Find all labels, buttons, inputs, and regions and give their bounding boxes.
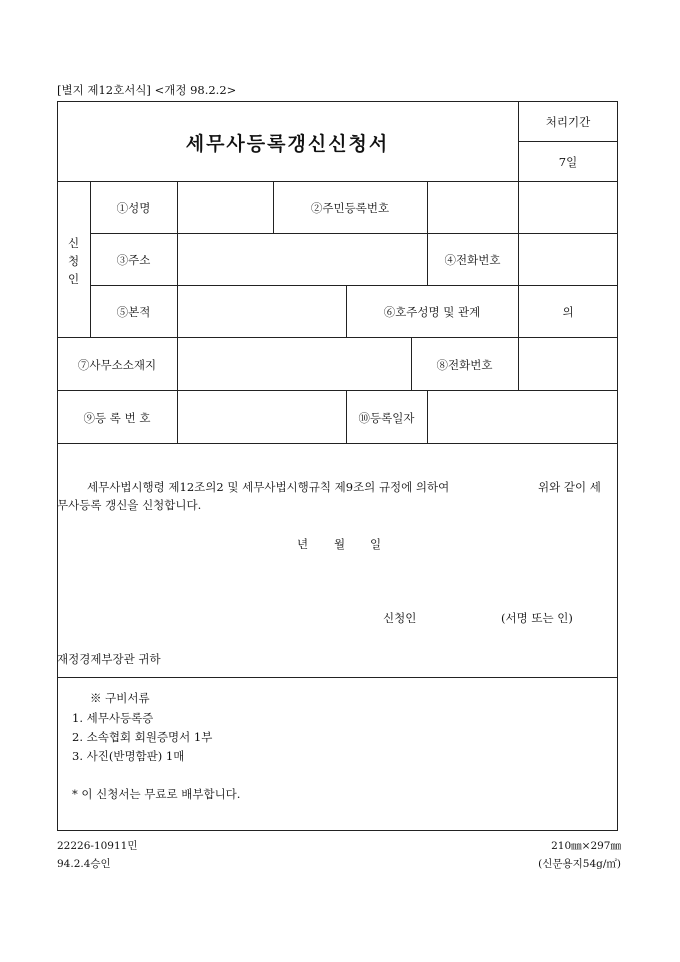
name-field[interactable] [178,182,272,232]
form-title: 세무사등록갱신신청서 [185,133,390,155]
documents-heading: ※ 구비서류 [90,691,150,705]
date-day: 일 [370,537,382,551]
office-phone-field[interactable] [519,338,617,389]
applicant-side-label-1: 신 [67,236,80,250]
applicant-phone-field[interactable] [519,234,617,284]
form-header-note: [별지 제12호서식] <개정 98.2.2> [57,83,237,97]
registration-date-field[interactable] [428,391,617,442]
registration-date-label: ⑩등록일자 [358,411,415,425]
signature-note: (서명 또는 인) [501,611,573,625]
document-item-2: 2. 소속협회 회원증명서 1부 [72,730,213,744]
origin-label: ⑤본적 [116,305,151,319]
registration-number-label: ⑨등 록 번 호 [83,411,151,425]
office-phone-label: ⑧전화번호 [436,358,493,372]
address-field[interactable] [178,234,426,284]
date-year: 년 [297,537,309,551]
applicant-side-label-2: 청 [67,254,80,268]
processing-period-value: 7일 [558,155,578,169]
footer-approval: 94.2.4승인 [57,858,111,870]
declaration-line-1-end: 위와 같이 세 [538,480,601,494]
applicant-phone-label: ④전화번호 [444,253,501,267]
office-address-label: ⑦사무소소재지 [77,358,157,372]
name-label: ①성명 [116,201,151,215]
declaration-line-1: 세무사법시행령 제12조의2 및 세무사법시행규칙 제9조의 규정에 의하여 [87,480,450,494]
address-label: ③주소 [116,253,151,267]
free-distribution-note: * 이 신청서는 무료로 배부합니다. [72,787,241,801]
resident-number-field[interactable] [428,182,617,232]
registration-number-field[interactable] [178,391,345,442]
footer-paper-size: 210㎜×297㎜ [551,840,621,852]
document-item-3: 3. 사진(반명함판) 1매 [72,749,185,763]
processing-period-label: 처리기간 [545,115,591,129]
applicant-signature-label: 신청인 [383,611,417,625]
document-item-1: 1. 세무사등록증 [72,711,154,725]
date-month: 월 [334,537,346,551]
addressee: 재정경제부장관 귀하 [57,652,161,666]
declaration-line-2: 무사등록 갱신을 신청합니다. [57,498,202,512]
applicant-side-label-3: 인 [67,272,80,286]
resident-number-label: ②주민등록번호 [310,201,390,215]
footer-form-number: 22226-10911민 [57,840,138,852]
origin-field[interactable] [178,286,345,336]
office-address-field[interactable] [178,338,410,389]
footer-paper-type: (신문용지54g/㎡) [538,858,621,870]
householder-label: ⑥호주성명 및 관계 [383,305,481,319]
relation-suffix: 의 [562,305,574,319]
